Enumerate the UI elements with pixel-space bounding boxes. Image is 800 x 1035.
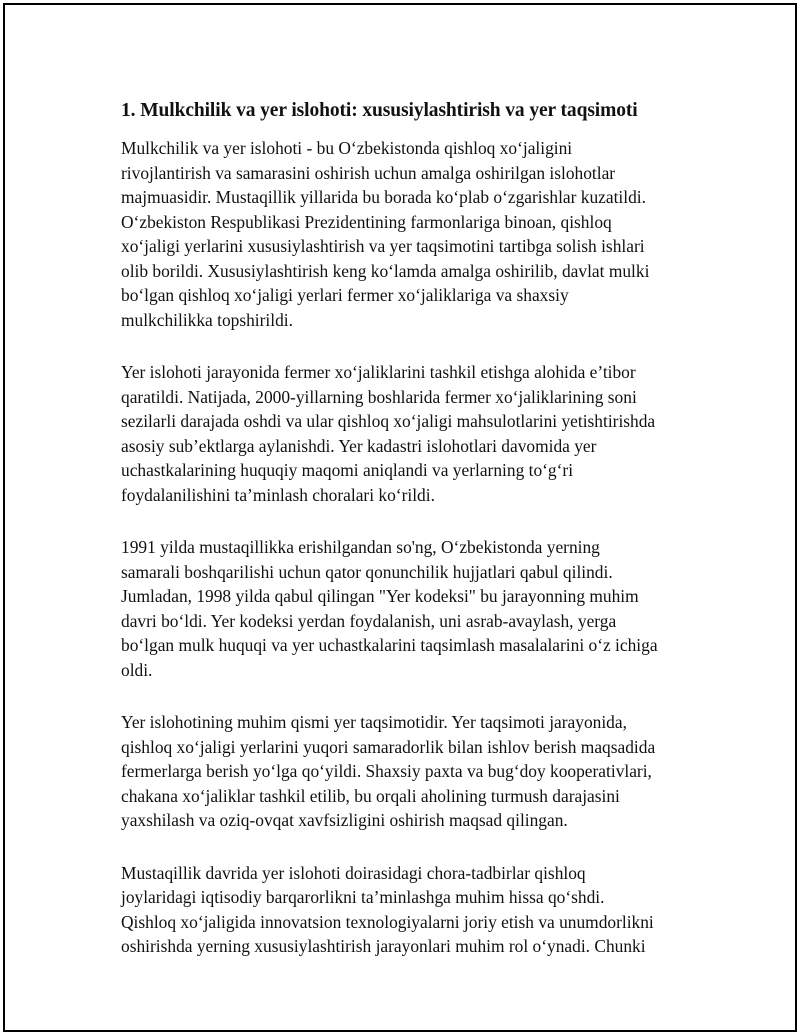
text-line: foydalanilishini ta’minlash choralari ko‘rildi. [121, 484, 435, 505]
text-line: mulkchilikka topshirildi. [121, 309, 293, 330]
text-line: davri bo‘ldi. Yer kodeksi yerdan foydalanish, uni asrab-avaylash, yerga [121, 610, 617, 631]
paragraph-1 [121, 136, 697, 332]
text-line: Yer islohotining muhim qismi yer taqsimotidir. Yer taqsimoti jarayonida, [121, 712, 627, 732]
text-line: bo‘lgan mulk huquqi va yer uchastkalarini taqsimlash masalalarini o‘z ichiga [121, 635, 658, 655]
page-frame [3, 3, 797, 1032]
text-line: qaratildi. Natijada, 2000-yillarning boshlarida fermer xo‘jaliklarining soni [121, 386, 637, 407]
text-line: joylaridagi iqtisodiy barqarorlikni ta’minlashga muhim hissa qo‘shdi. [121, 887, 605, 907]
text-line: chakana xo‘jaliklar tashkil etilib, bu orqali aholining turmush darajasini [121, 785, 620, 806]
section-heading: 1. Mulkchilik va yer islohoti: xususiylashtirish va yer taqsimoti [121, 100, 638, 121]
paragraph-2 [121, 360, 697, 507]
paragraph-4 [121, 710, 697, 833]
text-line: qishloq xo‘jaligi yerlarini yuqori samaradorlik bilan ishlov berish maqsadida [121, 736, 656, 757]
paragraph-5 [121, 861, 697, 959]
text-line: majmuasidir. Mustaqillik yillarida bu borada ko‘plab o‘zgarishlar kuzatildi. [121, 187, 646, 207]
paragraph-3 [121, 535, 697, 682]
text-line: yaxshilash va oziq-ovqat xavfsizligini oshirish maqsad qilingan. [121, 810, 568, 830]
text-line: Qishloq xo‘jaligida innovatsion texnologiyalarni joriy etish va unumdorlikni [121, 911, 654, 932]
text-line: oldi. [121, 659, 153, 680]
text-line: olib borildi. Xususiylashtirish keng ko‘lamda amalga oshirilib, davlat mulki [121, 260, 650, 281]
text-line: asosiy sub’ektlarga aylanishdi. Yer kadastri islohotlari davomida yer [121, 435, 597, 456]
text-line: oshirishda yerning xususiylashtirish jarayonlari muhim rol o‘ynadi. Chunki [121, 936, 646, 956]
text-line: 1991 yilda mustaqillikka erishilgandan so'ng, O‘zbekistonda yerning [121, 537, 600, 557]
text-line: Yer islohoti jarayonida fermer xo‘jaliklarini tashkil etishga alohida e’tibor [121, 362, 636, 382]
text-line: uchastkalarining huquqiy maqomi aniqlandi va yerlarning to‘g‘ri [121, 460, 574, 480]
text-line: fermerlarga berish yo‘lga qo‘yildi. Shaxsiy paxta va bug‘doy kooperativlari, [121, 761, 652, 781]
text-line: samarali boshqarilishi uchun qator qonunchilik hujjatlari qabul qilindi. [121, 561, 613, 582]
text-line: xo‘jaligi yerlarini xususiylashtirish va yer taqsimotini tartibga solish ishlari [121, 236, 645, 256]
text-line: sezilarli darajada oshdi va ular qishloq xo‘jaligi mahsulotlarini yetishtirishda [121, 411, 656, 431]
text-line: rivojlantirish va samarasini oshirish uchun amalga oshirilgan islohotlar [121, 162, 616, 183]
text-line: Jumladan, 1998 yilda qabul qilingan "Yer kodeksi" bu jarayonning muhim [121, 586, 639, 606]
text-line: bo‘lgan qishloq xo‘jaligi yerlari fermer xo‘jaliklariga va shaxsiy [121, 285, 569, 305]
text-line: O‘zbekiston Respublikasi Prezidentining farmonlariga binoan, qishloq [121, 211, 612, 232]
text-line: Mulkchilik va yer islohoti - bu O‘zbekistonda qishloq xo‘jaligini [121, 138, 573, 158]
text-line: Mustaqillik davrida yer islohoti doirasidagi chora-tadbirlar qishloq [121, 862, 586, 883]
document-body [121, 98, 697, 987]
